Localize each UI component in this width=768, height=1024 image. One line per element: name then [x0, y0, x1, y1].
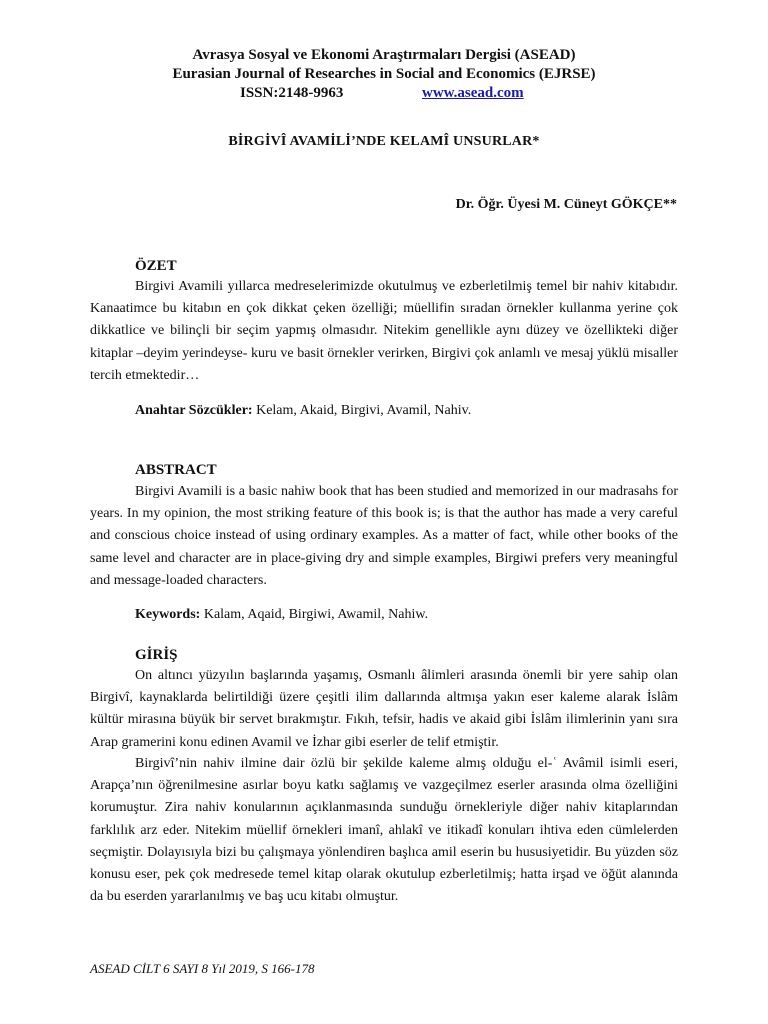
journal-url-link[interactable]: www.asead.com [422, 85, 524, 101]
article-title: BİRGİVÎ AVAMİLİ’NDE KELAMÎ UNSURLAR* [228, 134, 540, 149]
issn: ISSN:2148-9963 [240, 85, 344, 101]
ozet-heading: ÖZET [135, 258, 177, 274]
abstract-body: Birgivi Avamili is a basic nahiw book that has been studied and memorized in our madrasahs for years. In my opinion, the most striking feature of this book is; is that the author has made a very careful and conscious choice instead of using ordinary examples. As a matter of fact, while other books of the same level and character are in place-giving dry and simple examples, Birgiwi prefers very meaningful and message-loaded characters. [90, 484, 678, 588]
journal-title-tr: Avrasya Sosyal ve Ekonomi Araştırmaları Dergisi (ASEAD) [192, 47, 576, 63]
abstract-heading: ABSTRACT [135, 462, 217, 478]
ozet-body: Birgivi Avamili yıllarca medreselerimizde okutulmuş ve ezberletilmiş temel bir nahiv kitabıdır. Kanaatimce bu kitabın en çok dikkat çeken özelliği; müellifin sıradan örnekler kullanma yerine çok dikkatlice ve bilinçli bir seçim yapmış olmasıdır. Nitekim genellikle aynı düzey ve özellikteki diğer kitaplar –deyim yerindeyse- kuru ve basit örnekler verirken, Birgivi çok anlamlı ve mesaj yüklü misaller tercih etmektedir… [90, 279, 678, 383]
journal-title-en: Eurasian Journal of Researches in Social and Economics (EJRSE) [172, 66, 596, 82]
giris-heading: GİRİŞ [135, 647, 178, 663]
abstract-keywords [135, 607, 428, 623]
abstract-keywords-label: Keywords: [135, 607, 201, 622]
abstract-keywords-text: Kalam, Aqaid, Birgiwi, Awamil, Nahiw. [200, 607, 429, 622]
author: Dr. Öğr. Üyesi M. Cüneyt GÖKÇE** [455, 197, 677, 212]
ozet-keywords-label: Anahtar Sözcükler: [135, 403, 253, 418]
ozet-keywords [135, 403, 471, 419]
giris-paragraph-1: On altıncı yüzyılın başlarında yaşamış, Osmanlı âlimleri arasında önemli bir yere sahip olan Birgivî, kaynaklarda belirtildiği üzere çeşitli ilim dallarında altmışa yakın eser kaleme alarak İslâm kültür mirasına büyük bir servet bırakmıştır. Fıkıh, tefsir, hadis ve akaid gibi İslâm ilimlerinin yanı sıra Arap gramerini konu edinen Avamil ve İzhar gibi eserler de telif etmiştir. [90, 668, 678, 750]
page-footer: ASEAD CİLT 6 SAYI 8 Yıl 2019, S 166-178 [90, 961, 315, 976]
ozet-keywords-text: Kelam, Akaid, Birgivi, Avamil, Nahiv. [252, 403, 472, 418]
giris-paragraph-2: Birgivî’nin nahiv ilmine dair özlü bir şekilde kaleme almış olduğu el-ʿ Avâmil isimli eseri, Arapça’nın öğrenilmesine asırlar boyu katkı sağlamış ve vazgeçilmez eserler arasında olma özelliğini korumuştur. Zira nahiv konularının açıklanmasında sunduğu örnekleriyle diğer nahiv kitaplarından farklılık arz eder. Nitekim müellif örnekleri imanî, ahlakî ve itikadî konuları ihtiva eden cümlelerden seçmiştir. Dolayısıyla bizi bu çalışmaya yönlendiren başlıca amil eserin bu hususiyetidir. Bu yüzden söz konusu eser, pek çok medresede temel kitap olarak okutulup ezberletilmiş; hatta irşad ve öğüt alanında da bu eserden yararlanılmış ve baş ucu kitabı olmuştur. [90, 756, 678, 905]
